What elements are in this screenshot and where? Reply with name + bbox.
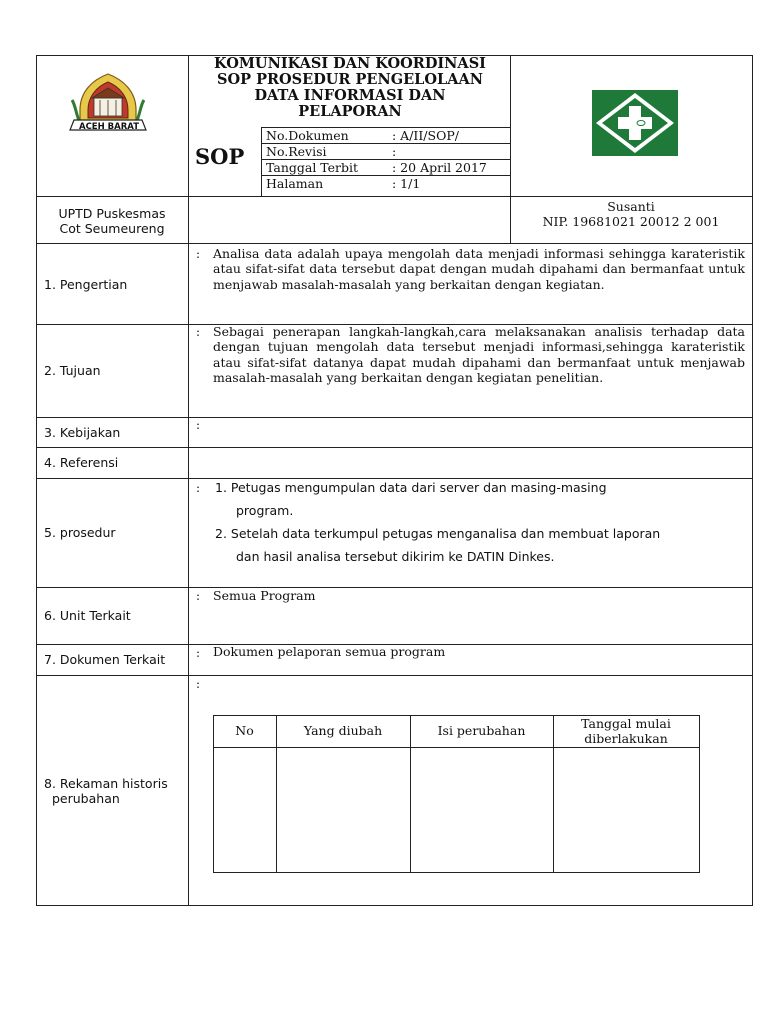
document-title xyxy=(191,56,509,120)
title-line-4: PELAPORAN xyxy=(298,103,402,120)
pengertian-text: Analisa data adalah upaya mengolah data menjadi informasi sehingga karateristik atau sifat-sifat data tersebut dapat dengan mudah dipahami dan bermanfaat untuk menjawab masalah-masalah yang berkaitan dengan kegiatan. xyxy=(213,246,745,292)
border-bottom xyxy=(36,905,753,906)
row-sep-tujuan xyxy=(36,417,753,418)
history-table-header-sep xyxy=(213,747,700,748)
prosedur-step-2-cont: dan hasil analisa tersebut dikirim ke DATIN Dinkes. xyxy=(236,549,555,564)
tanggal-terbit-value: : 20 April 2017 xyxy=(392,160,487,175)
prosedur-step-1-cont: program. xyxy=(236,503,294,518)
history-table-col-sep-1 xyxy=(276,715,277,873)
row-sep-prosedur xyxy=(36,587,753,588)
history-col-tanggal-line-2: diberlakukan xyxy=(584,731,668,746)
column-divider xyxy=(188,55,189,906)
signer-nip: NIP. 19681021 20012 2 001 xyxy=(542,214,720,229)
prosedur-label: 5. prosedur xyxy=(44,525,116,540)
title-line-3: DATA INFORMASI DAN xyxy=(254,87,446,104)
dokumen-terkait-colon: : xyxy=(196,646,201,660)
rekaman-label-line-2: perubahan xyxy=(52,791,120,806)
history-table-left xyxy=(213,715,214,873)
pengertian-colon: : xyxy=(196,247,201,261)
history-table-right xyxy=(699,715,700,873)
dokumen-terkait-text: Dokumen pelaporan semua program xyxy=(213,644,446,659)
history-col-tanggal-line-1: Tanggal mulai xyxy=(581,716,671,731)
tujuan-text: Sebagai penerapan langkah-langkah,cara melaksanakan analisis terhadap data dengan tujuan mengolah data tersebut menjadi informasi,sehingga karateristik atau sifat-sifat datanya dapat mudah dipahami dan bermanfaat untuk menjawab masalah-masalah yang berkaitan dengan kegiatan penelitian. xyxy=(213,324,745,385)
pengertian-label: 1. Pengertian xyxy=(44,277,128,292)
halaman-value: : 1/1 xyxy=(392,176,421,191)
sop-divider xyxy=(261,127,262,197)
prosedur-colon: : xyxy=(196,481,201,495)
rekaman-colon: : xyxy=(196,677,201,691)
tanggal-terbit-label: Tanggal Terbit xyxy=(266,160,359,175)
row-sep-unit xyxy=(36,243,753,244)
history-col-yang-diubah: Yang diubah xyxy=(303,723,383,738)
no-revisi-label: No.Revisi xyxy=(266,144,327,159)
tujuan-label: 2. Tujuan xyxy=(44,363,101,378)
no-dokumen-value: : A/II/SOP/ xyxy=(392,128,459,143)
title-line-2: SOP PROSEDUR PENGELOLAAN xyxy=(217,71,483,88)
unit-terkait-label: 6. Unit Terkait xyxy=(44,608,131,623)
sop-label: SOP xyxy=(195,144,245,169)
border-left xyxy=(36,55,37,906)
history-table-bottom xyxy=(213,872,700,873)
kebijakan-colon: : xyxy=(196,418,201,432)
unit-line-2: Cot Seumeureng xyxy=(59,221,165,236)
no-dokumen-label: No.Dokumen xyxy=(266,128,349,143)
signer-name: Susanti xyxy=(607,199,655,214)
row-sep-referensi xyxy=(36,478,753,479)
puskesmas-cross-icon xyxy=(592,90,678,156)
logo-caption: ACEH BARAT xyxy=(78,122,139,132)
unit-terkait-colon: : xyxy=(196,589,201,603)
title-line-1: KOMUNIKASI DAN KOORDINASI xyxy=(214,55,486,72)
border-right xyxy=(752,55,753,906)
referensi-label: 4. Referensi xyxy=(44,455,119,470)
dokumen-terkait-label: 7. Dokumen Terkait xyxy=(44,652,166,667)
row-sep-dokumen xyxy=(36,675,753,676)
no-revisi-value: : xyxy=(392,144,397,159)
history-col-no: No xyxy=(235,723,254,738)
history-col-isi-perubahan: Isi perubahan xyxy=(437,723,526,738)
unit-terkait-text: Semua Program xyxy=(213,588,316,603)
header-bottom xyxy=(36,196,753,197)
halaman-label: Halaman xyxy=(266,176,324,191)
unit-line-1: UPTD Puskesmas xyxy=(58,206,166,221)
kebijakan-label: 3. Kebijakan xyxy=(44,425,121,440)
rekaman-label-line-1: 8. Rekaman historis xyxy=(44,776,168,791)
history-table-col-sep-2 xyxy=(410,715,411,873)
tujuan-colon: : xyxy=(196,325,201,339)
row-sep-kebijakan xyxy=(36,447,753,448)
prosedur-step-1: 1. Petugas mengumpulan data dari server dan masing-masing xyxy=(215,480,607,495)
prosedur-step-2: 2. Setelah data terkumpul petugas menganalisa dan membuat laporan xyxy=(215,526,661,541)
